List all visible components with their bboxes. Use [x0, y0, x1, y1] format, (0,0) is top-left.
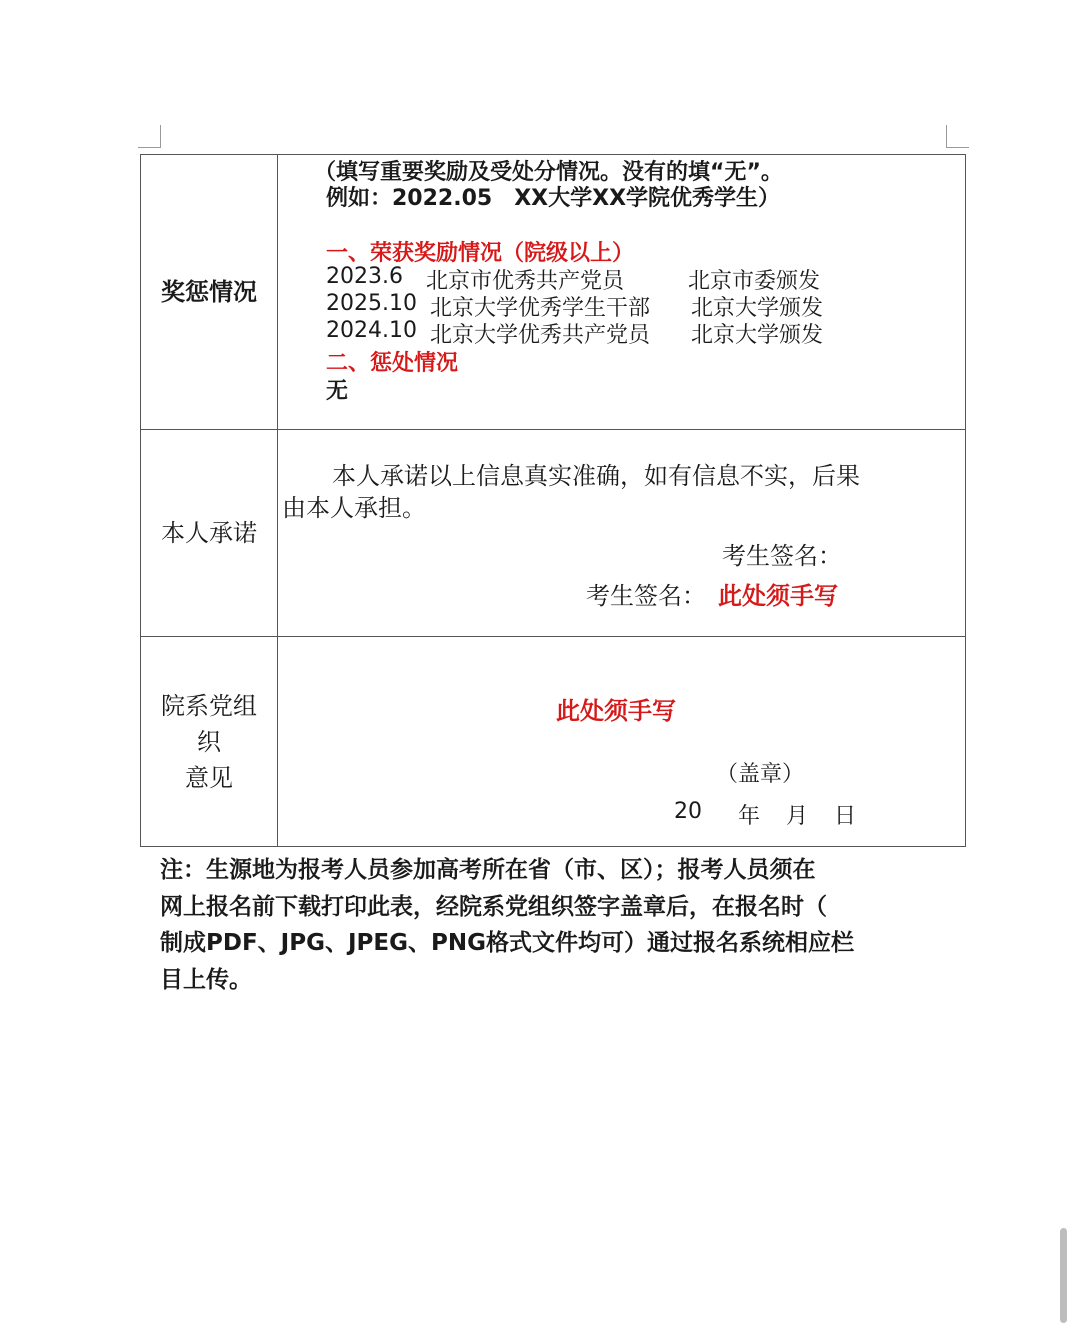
date-month: 月 [786, 804, 809, 829]
application-form-table [140, 154, 966, 847]
honor-title: 北京大学优秀学生干部 [430, 296, 651, 321]
honor-title: 北京大学优秀共产党员 [430, 323, 651, 348]
note-line: 网上报名前下载打印此表，经院系党组织签字盖章后，在报名时（ [160, 893, 827, 920]
opinion-label [141, 637, 278, 846]
opinion-label-line3: 意见 [185, 763, 233, 792]
awards-instruction-line1: （填写重要奖励及受处分情况。没有的填“无”。 [314, 160, 783, 185]
penalties-value: 无 [326, 379, 349, 404]
honor-issuer: 北京大学颁发 [691, 323, 824, 348]
honor-date: 2023.6 [326, 264, 403, 289]
pledge-text-line2: 由本人承担。 [282, 494, 426, 522]
page-corner-mark-left [138, 125, 161, 148]
awards-content[interactable] [278, 155, 965, 429]
opinion-content[interactable] [278, 637, 965, 846]
date-year: 年 [738, 804, 761, 829]
note-line: 注：生源地为报考人员参加高考所在省（市、区）；报考人员须在 [160, 857, 816, 883]
awards-row [141, 155, 965, 429]
signature-handwrite-note[interactable]: 此处须手写 [718, 582, 838, 610]
seal-label: （盖章） [716, 762, 805, 787]
opinion-label-line2: 织 [197, 727, 221, 756]
page-corner-mark-right [946, 125, 969, 148]
pledge-text-line1: 本人承诺以上信息真实准确，如有信息不实，后果 [332, 462, 860, 490]
opinion-label-line1: 院系党组 [161, 691, 257, 720]
honors-heading: 一、荣获奖励情况（院级以上） [326, 241, 635, 266]
date-year-prefix: 20 [674, 799, 702, 824]
opinion-row [141, 636, 965, 846]
awards-instruction-line2: 例如：2022.05 XX大学XX学院优秀学生） [326, 186, 781, 211]
honor-title: 北京市优秀共产党员 [426, 269, 625, 294]
vertical-scrollbar-thumb[interactable] [1060, 1228, 1067, 1323]
opinion-handwrite-note[interactable]: 此处须手写 [556, 697, 676, 725]
pledge-content[interactable] [278, 430, 965, 636]
pledge-label: 本人承诺 [141, 430, 278, 636]
pledge-row [141, 429, 965, 636]
signature-label: 考生签名： [586, 582, 706, 610]
note-line: 目上传。 [160, 966, 252, 993]
penalties-heading: 二、惩处情况 [326, 351, 459, 376]
awards-label: 奖惩情况 [141, 155, 278, 429]
honor-date: 2025.10 [326, 291, 417, 316]
honor-issuer: 北京市委颁发 [688, 269, 821, 294]
note-line: 制成PDF、JPG、JPEG、PNG格式文件均可）通过报名系统相应栏 [160, 930, 854, 956]
form-note [160, 852, 950, 998]
honor-date: 2024.10 [326, 318, 417, 343]
honor-issuer: 北京大学颁发 [691, 296, 824, 321]
date-day: 日 [834, 804, 857, 829]
signature-label-typed: 考生签名： [722, 542, 842, 570]
